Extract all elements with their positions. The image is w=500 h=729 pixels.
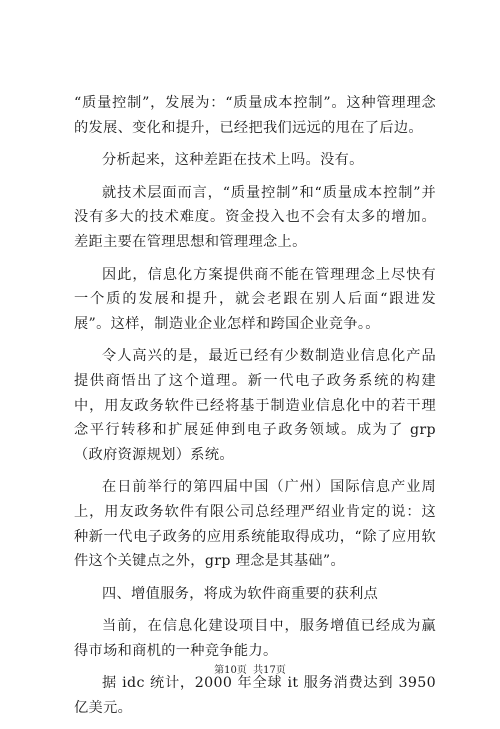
paragraph: 令人高兴的是，最近已经有少数制造业信息化产品提供商悟出了这个道理。新一代电子政务系统的构建中，用友政务软件已经将基于制造业信息化中的若干理念平行转移和扩展延伸到电子政务领域。成为了 grp（政府资源规划）系统。 — [74, 348, 436, 463]
paragraph: 分析起来，这种差距在技术上吗。没有。 — [102, 152, 364, 169]
paragraph: 就技术层面而言，“质量控制”和“质量成本控制”并没有多大的技术难度。资金投入也不会有太多的增加。差距主要在管理思想和管理理念上。 — [74, 184, 436, 250]
page-number-footer: 第10页 共17页 — [214, 665, 286, 676]
paragraph: 因此，信息化方案提供商不能在管理理念上尽快有一个质的发展和提升，就会老跟在别人后面“跟进发展”。这样，制造业企业怎样和跨国企业竞争。。 — [74, 266, 436, 332]
paragraph: “质量控制”，发展为：“质量成本控制”。这种管理理念的发展、变化和提升，已经把我们远远的甩在了后边。 — [74, 95, 436, 136]
paragraph: 据 idc 统计，2000 年全球 it 服务消费达到 3950 亿美元。 — [74, 675, 436, 717]
paragraph: 当前，在信息化建设项目中，服务增值已经成为赢得市场和商机的一种竞争能力。 — [74, 618, 436, 659]
paragraph: 在日前举行的第四届中国（广州）国际信息产业周上，用友政务软件有限公司总经理严绍业肯定的说：这种新一代电子政务的应用系统能取得成功，“除了应用软件这个关键点之外，grp 理念是其基础”。 — [74, 479, 436, 570]
section-heading: 四、增值服务，将成为软件商重要的获利点 — [102, 585, 379, 602]
document-body — [74, 91, 436, 729]
